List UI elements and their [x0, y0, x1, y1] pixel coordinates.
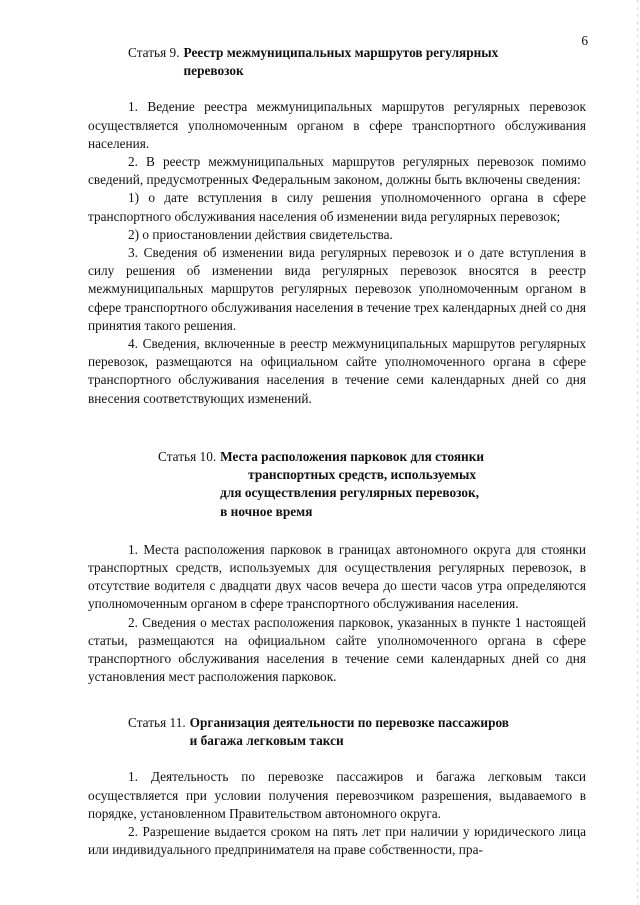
paragraph: 2. Разрешение выдается сроком на пять лет при наличии у юридического лица или индивидуального предпринимателя на праве собственности, пра- — [88, 824, 586, 858]
article-heading — [88, 448, 586, 521]
page-number: 6 — [581, 33, 588, 48]
article-heading — [88, 714, 586, 750]
article-title-line: и багажа легковым такси — [189, 733, 344, 749]
paragraph: 2. В реестр межмуниципальных маршрутов регулярных перевозок помимо сведений, предусмотренных Федеральным законом, должны быть включены сведения: — [88, 154, 586, 188]
paragraph: 1. Деятельность по перевозке пассажиров и багажа легковым такси осуществляется при условии получения перевозчиком разрешения, выдаваемого в порядке, установленном Правительством автономного округа. — [88, 769, 586, 821]
scan-edge — [637, 0, 638, 905]
article-title-line: Организация деятельности по перевозке пассажиров — [189, 715, 509, 730]
article-9 — [88, 44, 586, 408]
article-title — [184, 44, 499, 80]
article-10 — [88, 448, 586, 686]
list-item: 1) о дате вступления в силу решения уполномоченного органа в сфере транспортного обслуживания населения об изменении вида регулярных перевозок; — [88, 190, 586, 224]
article-number: Статья 11. — [128, 715, 186, 730]
article-title-line: для осуществления регулярных перевозок, — [220, 485, 480, 501]
article-title-line: Реестр межмуниципальных маршрутов регулярных — [183, 45, 499, 60]
article-number: Статья 10. — [158, 449, 217, 464]
paragraph: 1. Места расположения парковок в границах автономного округа для стоянки транспортных средств, используемых для осуществления регулярных перевозок, в отсутствие водителя с двадцати двух часов вечера до шести часов утра определяются уполномоченным органом в сфере транспортного обслуживания населения. — [88, 541, 586, 612]
article-11 — [88, 714, 586, 859]
article-title — [190, 714, 509, 750]
article-title-line: Места расположения парковок для стоянки — [220, 449, 485, 464]
article-number: Статья 9. — [128, 45, 180, 60]
paragraph: 3. Сведения об изменении вида регулярных перевозок и о дате вступления в силу решения об изменении вида регулярных перевозок вносятся в реестр межмуниципальных маршрутов регулярных перевозок уполномоченным органом в сфере транспортного обслуживания населения в течение трех календарных дней со дня принятия такого решения. — [88, 245, 586, 333]
article-title-line: в ночное время — [220, 503, 313, 519]
article-title-line: перевозок — [183, 63, 244, 79]
article-title — [220, 448, 484, 521]
paragraph: 4. Сведения, включенные в реестр межмуниципальных маршрутов регулярных перевозок, размещаются на официальном сайте уполномоченного органа в сфере транспортного обслуживания населения в течение семи календарных дней со дня внесения соответствующих изменений. — [88, 336, 586, 406]
paragraph: 1. Ведение реестра межмуниципальных маршрутов регулярных перевозок осуществляется уполномоченным органом в сфере транспортного обслуживания населения. — [88, 99, 586, 151]
list-item: 2) о приостановлении действия свидетельства. — [128, 226, 393, 242]
paragraph: 2. Сведения о местах расположения парковок, указанных в пункте 1 настоящей статьи, размещаются на официальном сайте уполномоченного органа в сфере транспортного обслуживания населения в течение семи календарных дней со дня установления мест расположения парковок. — [88, 614, 586, 685]
article-title-line: транспортных средств, используемых — [248, 467, 477, 483]
article-heading — [88, 44, 586, 80]
